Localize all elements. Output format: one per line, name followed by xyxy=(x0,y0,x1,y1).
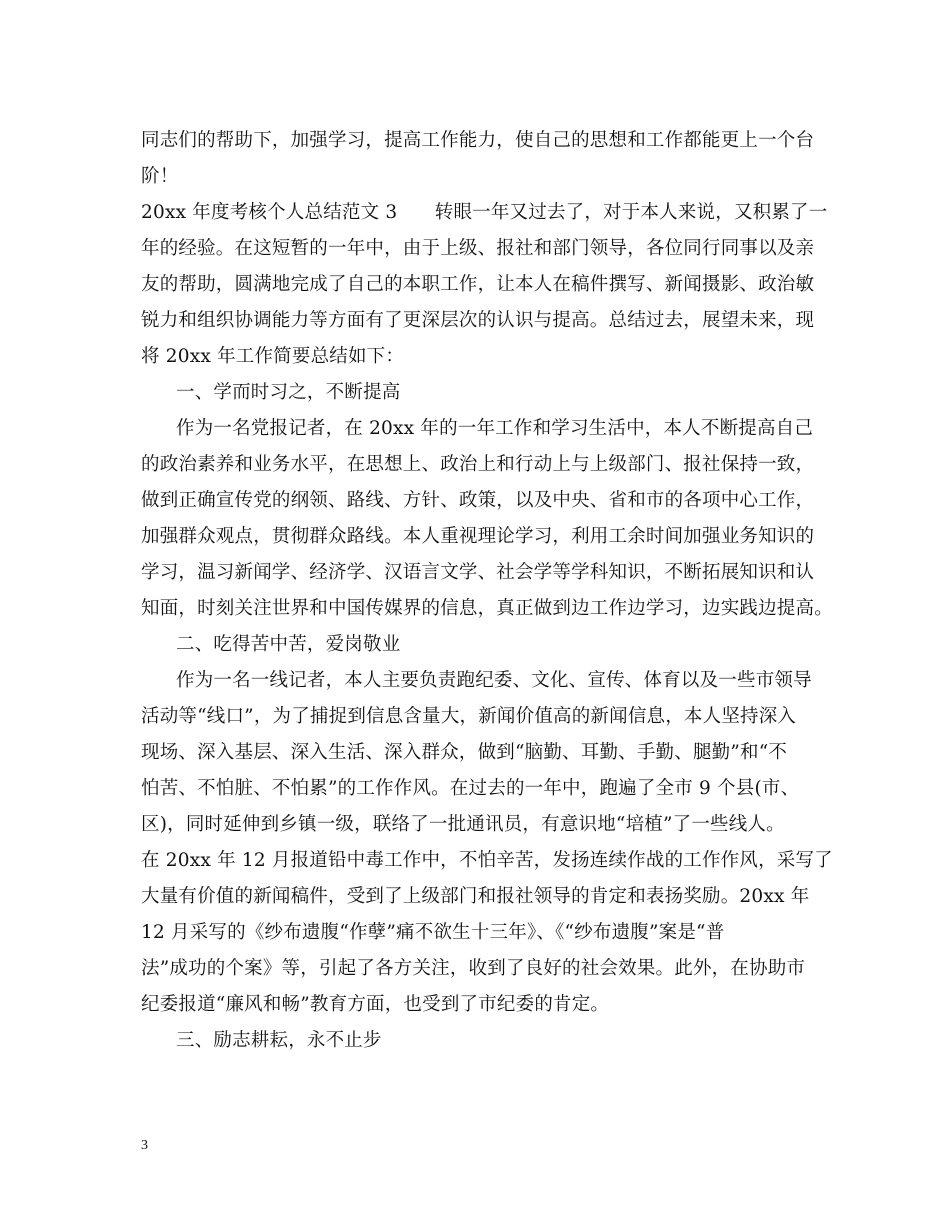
text-line: 活动等“线口”，为了捕捉到信息含量大，新闻价值高的新闻信息，本人坚持深入 xyxy=(141,706,797,727)
text-line: 阶！ xyxy=(141,166,179,187)
section-heading-line: 20xx 年度考核个人总结范文 3 转眼一年又过去了，对于本人来说，又积累了一 xyxy=(141,202,828,223)
text-line: 大量有价值的新闻稿件，受到了上级部门和报社领导的肯定和表扬奖励。20xx 年 xyxy=(141,886,810,907)
text-line: 同志们的帮助下，加强学习，提高工作能力，使自己的思想和工作都能更上一个台 xyxy=(141,130,815,151)
text-line: 锐力和组织协调能力等方面有了更深层次的认识与提高。总结过去，展望未来，现 xyxy=(141,310,815,331)
text-line: 怕苦、不怕脏、不怕累”的工作作风。在过去的一年中，跑遍了全市 9 个县(市、 xyxy=(141,778,800,799)
text-line: 加强群众观点，贯彻群众路线。本人重视理论学习，利用工余时间加强业务知识的 xyxy=(141,526,815,547)
page-number: 3 xyxy=(141,1138,148,1153)
text-line: 友的帮助，圆满地完成了自己的本职工作，让本人在稿件撰写、新闻摄影、政治敏 xyxy=(141,274,815,295)
subheading: 三、励志耕耘，永不止步 xyxy=(176,1030,382,1051)
subheading: 一、学而时习之，不断提高 xyxy=(176,382,401,403)
text-line: 在 20xx 年 12 月报道铅中毒工作中，不怕辛苦，发扬连续作战的工作作风，采写了 xyxy=(141,850,833,871)
text-line: 法”成功的个案》等，引起了各方关注，收到了良好的社会效果。此外，在协助市 xyxy=(141,958,806,979)
text-line: 知面，时刻关注世界和中国传媒界的信息，真正做到边工作边学习，边实践边提高。 xyxy=(141,598,833,619)
text-line: 作为一名党报记者，在 20xx 年的一年工作和学习生活中，本人不断提高自己 xyxy=(176,418,814,439)
text-line: 做到正确宣传党的纲领、路线、方针、政策，以及中央、省和市的各项中心工作， xyxy=(141,490,815,511)
text-line: 年的经验。在这短暂的一年中，由于上级、报社和部门领导，各位同行同事以及亲 xyxy=(141,238,815,259)
text-line: 现场、深入基层、深入生活、深入群众，做到“脑勤、耳勤、手勤、腿勤”和“不 xyxy=(141,742,788,763)
text-line: 的政治素养和业务水平，在思想上、政治上和行动上与上级部门、报社保持一致， xyxy=(141,454,815,475)
text-line: 学习，温习新闻学、经济学、汉语言文学、社会学等学科知识，不断拓展知识和认 xyxy=(141,562,815,583)
text-line: 纪委报道“廉风和畅”教育方面，也受到了市纪委的肯定。 xyxy=(141,994,610,1015)
text-line: 12 月采写的《纱布遗腹“作孽”痛不欲生十三年》、《“纱布遗腹”案是“普 xyxy=(141,922,725,943)
text-line: 作为一名一线记者，本人主要负责跑纪委、文化、宣传、体育以及一些市领导 xyxy=(176,670,812,691)
text-line: 将 20xx 年工作简要总结如下： xyxy=(141,346,405,367)
text-line: 区)，同时延伸到乡镇一级，联络了一批通讯员，有意识地“培植”了一些线人。 xyxy=(141,814,785,835)
subheading: 二、吃得苦中苦，爱岗敬业 xyxy=(176,634,401,655)
